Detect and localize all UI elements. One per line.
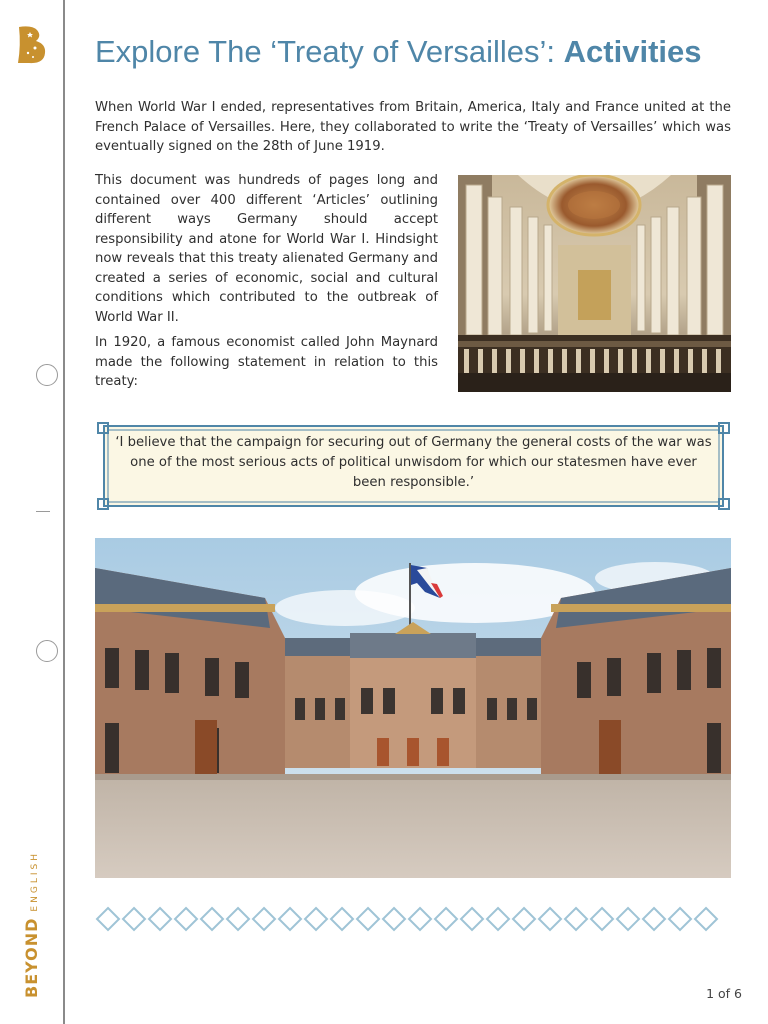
- hall-of-mirrors-chapel-photo: [458, 175, 731, 392]
- economist-paragraph: In 1920, a famous economist called John Maynard made the following statement in relation to this treaty:: [95, 335, 438, 389]
- brand-wordmark: [22, 851, 41, 998]
- palace-of-versailles-courtyard-photo: [95, 538, 731, 878]
- page-title: [95, 34, 702, 70]
- margin-line: [63, 0, 65, 1024]
- binder-hole-top: [36, 364, 58, 386]
- maynard-quote: ‘I believe that the campaign for securing out of Germany the general costs of the war was one of the most serious acts of political unwisdom for which our statesmen have ever been responsible.’: [115, 435, 712, 490]
- brand-name-bold: BEYOND: [22, 917, 41, 998]
- quote-box: [97, 422, 730, 510]
- title-emphasis: Activities: [563, 34, 702, 69]
- intro-paragraph: When World War I ended, representatives from Britain, America, Italy and France united at the French Palace of Versailles. Here, they collaborated to write the ‘Treaty of Versailles’ which was eventually signed on the 28th of June 1919.: [95, 100, 731, 154]
- page-number: 1 of 6: [706, 986, 742, 1001]
- brand-name-light: ENGLISH: [30, 851, 40, 912]
- title-main: Explore The ‘Treaty of Versailles’:: [95, 34, 564, 69]
- fold-mark: [36, 511, 50, 512]
- diamond-divider: [95, 906, 731, 932]
- binder-hole-bottom: [36, 640, 58, 662]
- treaty-paragraph: This document was hundreds of pages long and contained over 400 different ‘Articles’ outlining different ways Germany should accept responsibility and atone for World War I. Hindsight now reveals that this treaty alienated Germany and created a series of economic, social and cultural conditions which contributed to the outbreak of World War II.: [95, 173, 438, 325]
- b-logo-icon: [14, 24, 50, 66]
